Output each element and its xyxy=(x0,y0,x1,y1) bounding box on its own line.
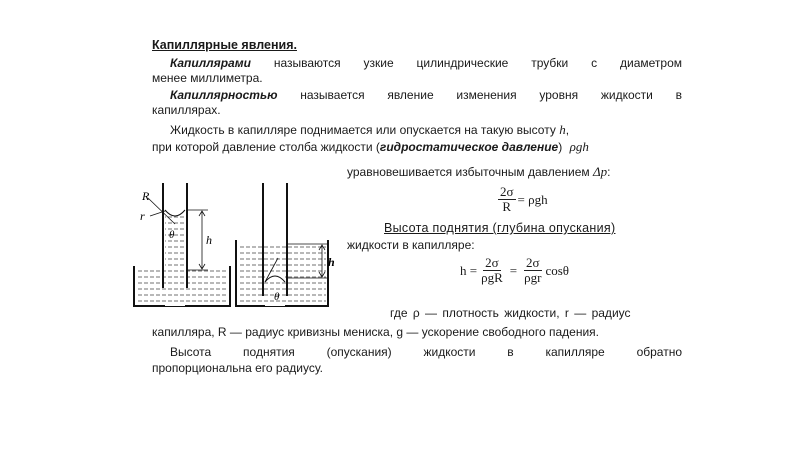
label-theta-right: θ xyxy=(274,291,280,303)
paragraph-capillarity xyxy=(170,88,682,103)
label-R: R xyxy=(142,189,150,203)
label-theta-left: θ xyxy=(169,229,175,241)
p1-line2: менее миллиметра. xyxy=(152,71,263,85)
p3-line1: Жидкость в капилляре поднимается или опускается на такую высоту h, xyxy=(170,122,570,137)
formula2-eq: = xyxy=(509,262,518,278)
p1-line1-rest: называются узкие цилиндрические трубки с диаметром xyxy=(273,56,682,70)
p2-line2: капиллярах. xyxy=(152,103,221,117)
formula1-rhs: = ρgh xyxy=(517,191,548,207)
label-h-left: h xyxy=(206,233,212,247)
rho-g-h: ρgh xyxy=(569,139,589,154)
term-capillaries: Капиллярами xyxy=(170,56,251,70)
where-line1: где ρ — плотность жидкости, r — радиус xyxy=(390,306,631,320)
liquid-column xyxy=(165,210,185,306)
nonwetting-diagram xyxy=(236,183,335,306)
p2-line1-rest: называется явление изменения уровня жидкости в xyxy=(300,88,682,102)
label-r: r xyxy=(140,209,145,223)
h-symbol: h xyxy=(559,122,566,137)
term-capillarity: Капиллярностью xyxy=(170,88,278,102)
p3-line3: уравновешивается избыточным давлением Δp: xyxy=(347,164,611,179)
where-line2: капилляра, R — радиус кривизны мениска, g — ускорение свободного падения. xyxy=(152,325,599,339)
delta-p: Δp xyxy=(593,164,608,179)
label-h-right: h xyxy=(328,255,335,269)
paragraph-capillaries xyxy=(170,56,682,71)
fraction-2sigma-rhogr: $\frac{2\sigma}{\text{ρgr}}$ xyxy=(524,255,542,285)
heading-rise-height-line2: жидкости в капилляре: xyxy=(347,238,475,252)
fraction-2sigma-rhogR: $\frac{2\sigma}{\text{ρgR}}$ xyxy=(481,255,503,285)
page-title: Капиллярные явления. xyxy=(152,38,297,52)
conclusion-line1: Высота поднятия (опускания) жидкости в капилляре обратно xyxy=(170,345,682,359)
p3-line2: при которой давление столба жидкости (гидростатическое давление) ρgh xyxy=(152,139,589,154)
wetting-diagram xyxy=(134,183,230,306)
term-hydrostatic: гидростатическое давление xyxy=(379,140,559,154)
formula2-lhs: h = xyxy=(460,262,478,278)
formula-jurin xyxy=(460,256,569,285)
formula2-cos: cosθ xyxy=(545,262,569,278)
capillary-figure xyxy=(128,178,343,308)
conclusion-line2: пропорциональна его радиусу. xyxy=(152,361,323,375)
heading-rise-height: Высота поднятия (глубина опускания) xyxy=(384,221,616,235)
formula-laplace xyxy=(498,185,548,214)
fraction-2sigma-R: $\frac{2\sigma}{R}$ xyxy=(500,184,514,214)
